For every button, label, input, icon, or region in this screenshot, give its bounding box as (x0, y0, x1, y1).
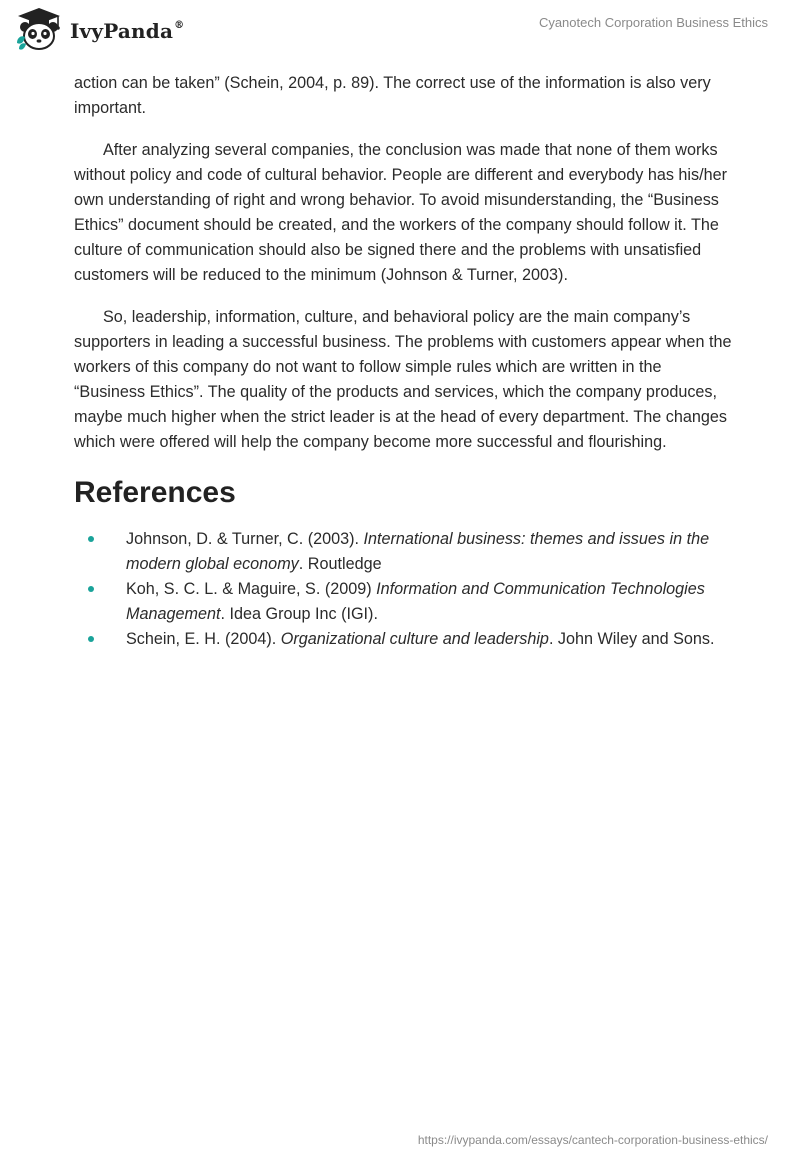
body-paragraph: So, leadership, information, culture, and behavioral policy are the main company’s supporters in leading a successful business. The problems with customers appear when the workers of this company do not want to follow simple rules which are written in the “Business Ethics”. The quality of the products and services, which the company produces, maybe much higher when the strict leader is at the head of every department. The changes which were offered will help the company become more successful and flourishing. (74, 308, 732, 451)
bullet-icon (88, 586, 94, 592)
reference-item (74, 527, 734, 577)
source-url-link[interactable]: https://ivypanda.com/essays/cantech-corporation-business-ethics/ (417, 1133, 768, 1147)
reference-title: Information and Communication Technologies Management (126, 580, 705, 623)
reference-publisher: . John Wiley and Sons. (548, 630, 715, 648)
reference-authors: Koh, S. C. L. & Maguire, S. (2009) (126, 580, 377, 598)
bullet-icon (88, 536, 94, 542)
page-header (0, 0, 800, 62)
logo-wordmark: IvyPanda® (70, 19, 185, 43)
reference-item (74, 627, 734, 652)
ivypanda-logo[interactable] (14, 7, 184, 51)
bullet-icon (88, 636, 94, 642)
body-paragraph: action can be taken” (Schein, 2004, p. 89). The correct use of the information is also very important. (74, 74, 711, 117)
document-title: Cyanotech Corporation Business Ethics (538, 15, 768, 30)
reference-publisher: . Idea Group Inc (IGI). (220, 605, 378, 623)
references-heading: References (74, 476, 236, 509)
reference-authors: Johnson, D. & Turner, C. (2003). (126, 530, 364, 548)
essay-content (74, 71, 734, 652)
body-paragraph: After analyzing several companies, the conclusion was made that none of them works without policy and code of cultural behavior. People are different and everybody has his/her own understanding of right and wrong behavior. To avoid misunderstanding, the “Business Ethics” document should be created, and the workers of the company should follow it. The culture of communication should also be signed there and the problems with unsatisfied customers will be reduced to the minimum (Johnson & Turner, 2003). (74, 141, 728, 284)
references-list (74, 527, 734, 652)
reference-title: International business: themes and issues in the modern global economy (126, 530, 710, 573)
reference-authors: Schein, E. H. (2004). (126, 630, 281, 648)
panda-logo-icon (14, 7, 64, 51)
reference-item (74, 577, 734, 627)
reference-publisher: . Routledge (298, 555, 382, 573)
reference-title: Organizational culture and leadership (280, 630, 549, 648)
